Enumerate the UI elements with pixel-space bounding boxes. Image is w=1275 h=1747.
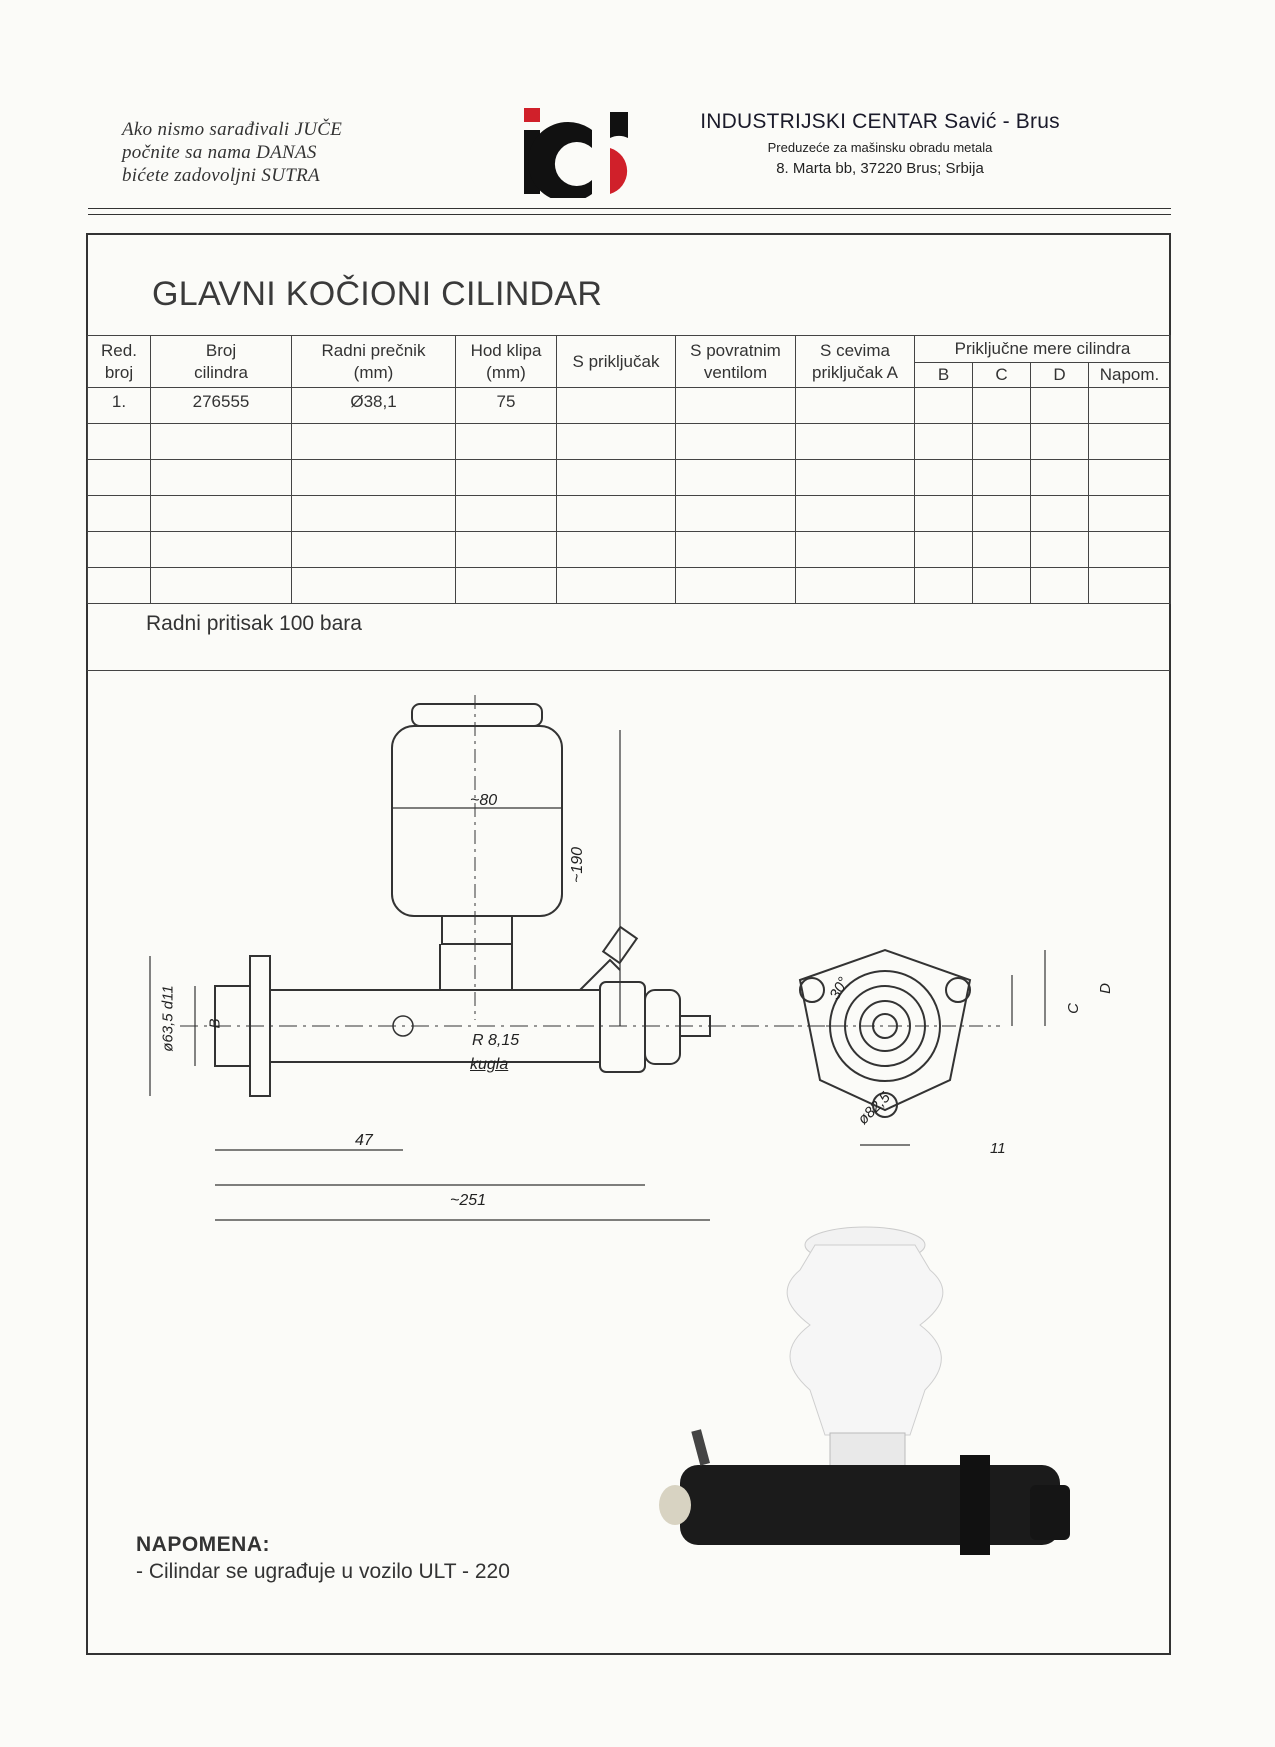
company-info	[680, 110, 1080, 177]
cell-red: 1.	[88, 388, 151, 424]
dim-b: B	[206, 1018, 224, 1029]
end-view-flange	[800, 950, 970, 1110]
header-red-broj: Red. broj	[88, 336, 151, 388]
company-address: 8. Marta bb, 37220 Brus; Srbija	[776, 160, 984, 177]
header-s-povratnim: S povratnim ventilom	[676, 336, 796, 388]
table-row-empty	[88, 568, 1171, 604]
slogan	[122, 118, 342, 187]
header-s-cevima: S cevima priključak A	[796, 336, 915, 388]
page-title: GLAVNI KOČIONI CILINDAR	[152, 275, 603, 313]
dim-251: ~251	[450, 1192, 487, 1209]
header-c: C	[973, 363, 1031, 388]
header-broj-cilindra: Broj cilindra	[151, 336, 292, 388]
technical-drawing	[140, 690, 1140, 1250]
dim-82-5: ø82,5	[854, 1088, 894, 1129]
header-hod-klipa: Hod klipa (mm)	[456, 336, 557, 388]
cell-hod: 75	[456, 388, 557, 424]
header-napom: Napom.	[1089, 363, 1171, 388]
header-b: B	[915, 363, 973, 388]
dim-80: ~80	[470, 792, 498, 809]
table-row-empty	[88, 424, 1171, 460]
ics-logo	[520, 108, 650, 198]
cell-broj: 276555	[151, 388, 292, 424]
dim-r815: R 8,15	[472, 1032, 520, 1049]
dim-11: 11	[990, 1140, 1006, 1157]
slogan-line-1: Ako nismo sarađivali JUČE	[122, 119, 343, 140]
dim-63-5: ø63,5 d11	[159, 985, 177, 1052]
company-name: INDUSTRIJSKI CENTAR Savić - Brus	[700, 110, 1060, 133]
spec-table	[87, 335, 1171, 604]
table-row-empty	[88, 532, 1171, 568]
reservoir-cap	[412, 704, 542, 726]
note-heading: NAPOMENA:	[136, 1533, 270, 1556]
note-text: - Cilindar se ugrađuje u vozilo ULT - 220	[136, 1560, 510, 1583]
slogan-line-3: bićete zadovoljni SUTRA	[122, 165, 320, 186]
dim-c: C	[1064, 1003, 1082, 1014]
section-divider	[87, 670, 1170, 671]
header-s-prikljucak: S priključak	[557, 336, 676, 388]
header-radni-precnik: Radni prečnik (mm)	[292, 336, 456, 388]
table-row-empty	[88, 460, 1171, 496]
working-pressure: Radni pritisak 100 bara	[146, 612, 362, 635]
header-prikljucne-mere: Priključne mere cilindra	[915, 336, 1171, 363]
header-d: D	[1031, 363, 1089, 388]
reservoir-neck	[442, 916, 512, 944]
product-photo	[650, 1215, 1090, 1615]
dim-47: 47	[355, 1132, 373, 1149]
header-rule-top	[88, 208, 1171, 209]
dim-30deg: 30°	[826, 974, 853, 1003]
company-subtitle: Preduzeće za mašinsku obradu metala	[767, 140, 993, 155]
dim-kugla: kugla	[470, 1056, 509, 1073]
dim-d: D	[1096, 983, 1114, 994]
dim-190: ~190	[569, 846, 587, 884]
reservoir-body	[392, 726, 562, 916]
slogan-line-2: počnite sa nama DANAS	[122, 142, 317, 163]
header-rule-bottom	[88, 214, 1171, 215]
table-row	[88, 388, 1171, 424]
cell-precnik: Ø38,1	[292, 388, 456, 424]
table-row-empty	[88, 496, 1171, 532]
